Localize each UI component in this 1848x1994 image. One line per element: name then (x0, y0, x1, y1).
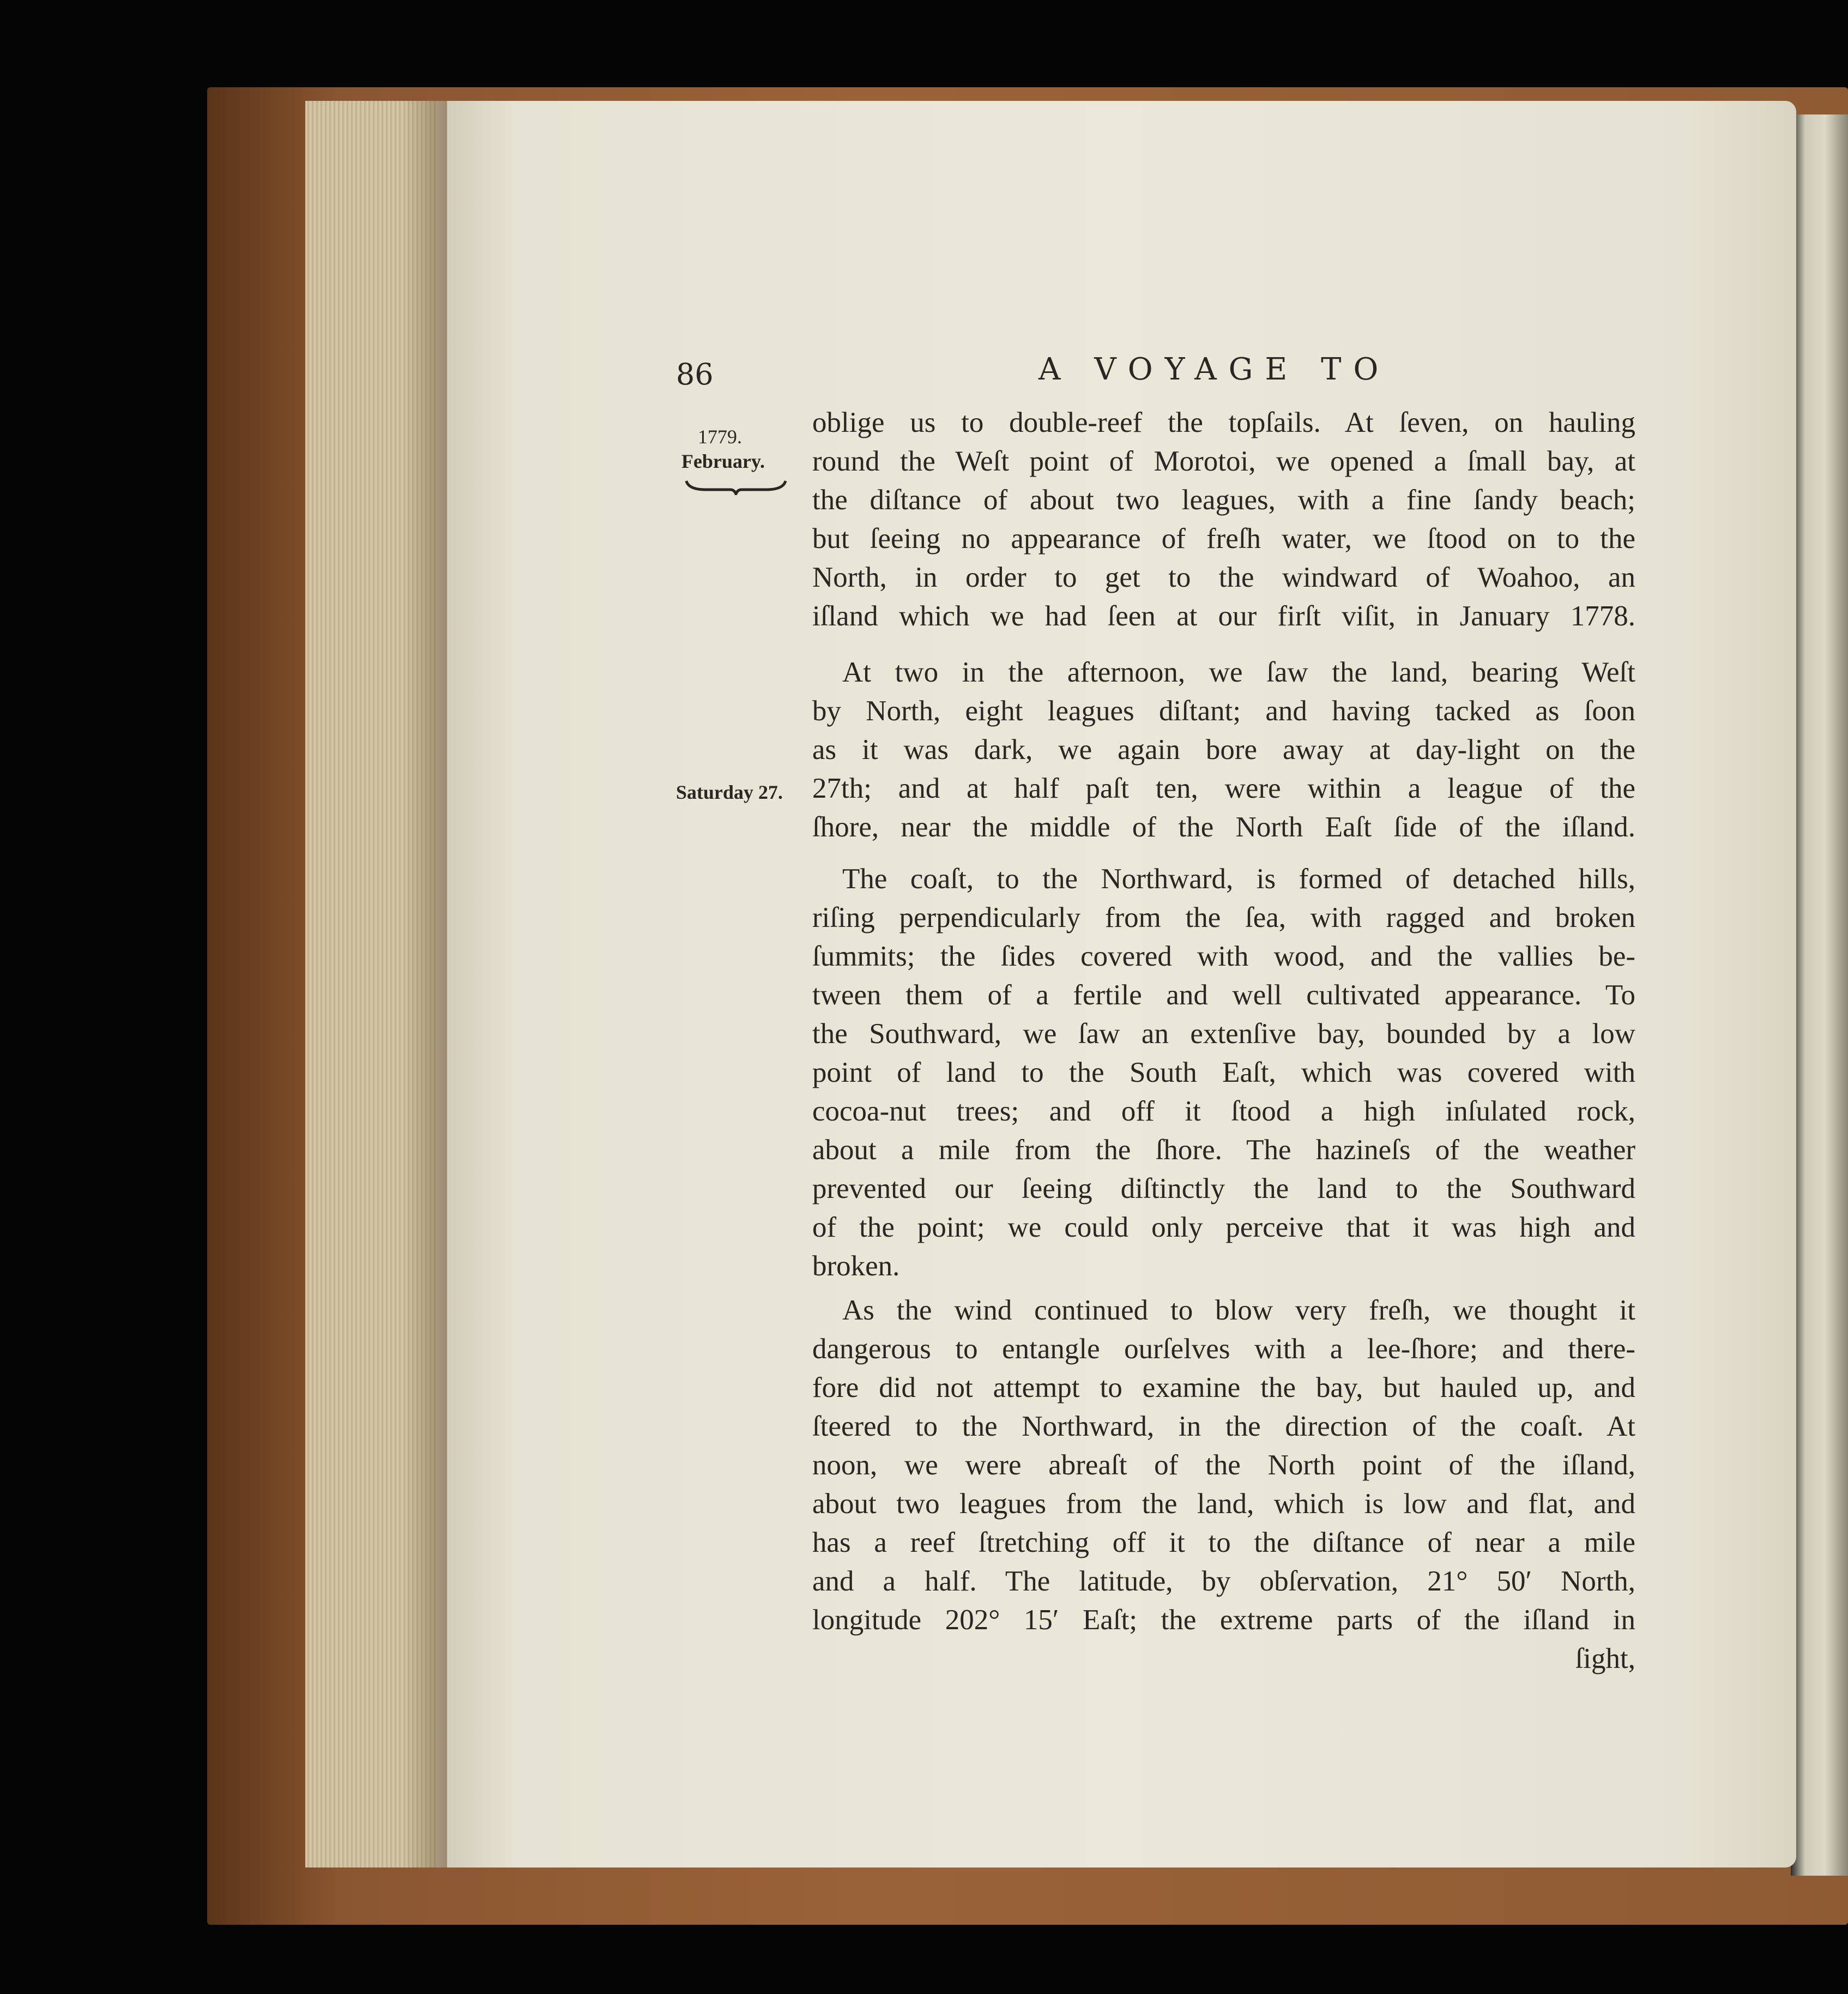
text-line: but ſeeing no appearance of freſh water, we ſtood on to the (812, 523, 1635, 555)
margin-note-year: 1779. (698, 426, 742, 448)
right-book-edge (1791, 115, 1848, 1876)
text-line: cocoa-nut trees; and off it ſtood a high inſulated rock, (812, 1095, 1635, 1127)
text-line: oblige us to double-reef the topſails. At ſeven, on hauling (812, 407, 1635, 438)
text-line: North, in order to get to the windward of Woahoo, an (812, 562, 1635, 593)
page-number: 86 (676, 357, 714, 391)
text-line: noon, we were abreaſt of the North point of the iſland, (812, 1449, 1635, 1481)
text-line: The coaſt, to the Northward, is formed of detached hills, (842, 863, 1635, 895)
catchword: ſight, (1575, 1643, 1635, 1674)
paragraph-3 (812, 860, 1635, 1286)
paragraph-2 (812, 653, 1635, 847)
text-line: broken. (812, 1250, 900, 1282)
text-line: At two in the afternoon, we ſaw the land, bearing Weſt (842, 656, 1635, 688)
text-line: 27th; and at half paſt ten, were within a league of the (812, 773, 1635, 804)
text-line: As the wind continued to blow very freſh, we thought it (842, 1294, 1635, 1326)
text-line: by North, eight leagues diſtant; and having tacked as ſoon (812, 695, 1635, 727)
margin-note-day: Saturday 27. (676, 781, 783, 803)
paragraph-4 (812, 1291, 1635, 1678)
gutter-shadow (403, 101, 447, 1868)
text-line: fore did not attempt to examine the bay, but hauled up, and (812, 1372, 1635, 1403)
text-line: ſteered to the Northward, in the direction of the coaſt. At (812, 1411, 1635, 1442)
text-line: ſhore, near the middle of the North Eaſt ſide of the iſland. (812, 811, 1635, 843)
text-line: about two leagues from the land, which is low and flat, and (812, 1488, 1635, 1520)
margin-brace-icon (684, 479, 788, 495)
text-line: tween them of a fertile and well cultivated appearance. To (812, 979, 1635, 1011)
paragraph-1 (812, 403, 1635, 636)
text-line: point of land to the South Eaſt, which was covered with (812, 1057, 1635, 1088)
text-line: iſland which we had ſeen at our firſt viſit, in January 1778. (812, 600, 1635, 632)
text-line: the diſtance of about two leagues, with a fine ſandy beach; (812, 484, 1635, 516)
text-line: prevented our ſeeing diſtinctly the land to the Southward (812, 1173, 1635, 1204)
text-line: and a half. The latitude, by obſervation, 21° 50′ North, (812, 1565, 1635, 1597)
text-line: round the Weſt point of Morotoi, we opened a ſmall bay, at (812, 445, 1635, 477)
text-line: the Southward, we ſaw an extenſive bay, bounded by a low (812, 1018, 1635, 1050)
text-line: longitude 202° 15′ Eaſt; the extreme parts of the iſland in (812, 1604, 1635, 1636)
text-line: has a reef ſtretching off it to the diſtance of near a mile (812, 1527, 1635, 1558)
running-head: A VOYAGE TO (1038, 352, 1391, 387)
text-line: as it was dark, we again bore away at day-light on the (812, 734, 1635, 766)
text-line: riſing perpendicularly from the ſea, with ragged and broken (812, 902, 1635, 933)
text-line: ſummits; the ſides covered with wood, and the vallies be- (812, 941, 1635, 972)
margin-note-month: February. (681, 450, 765, 472)
text-line: dangerous to entangle ourſelves with a lee-ſhore; and there- (812, 1333, 1635, 1365)
text-line: of the point; we could only perceive that it was high and (812, 1212, 1635, 1243)
text-line: about a mile from the ſhore. The hazineſs of the weather (812, 1134, 1635, 1166)
